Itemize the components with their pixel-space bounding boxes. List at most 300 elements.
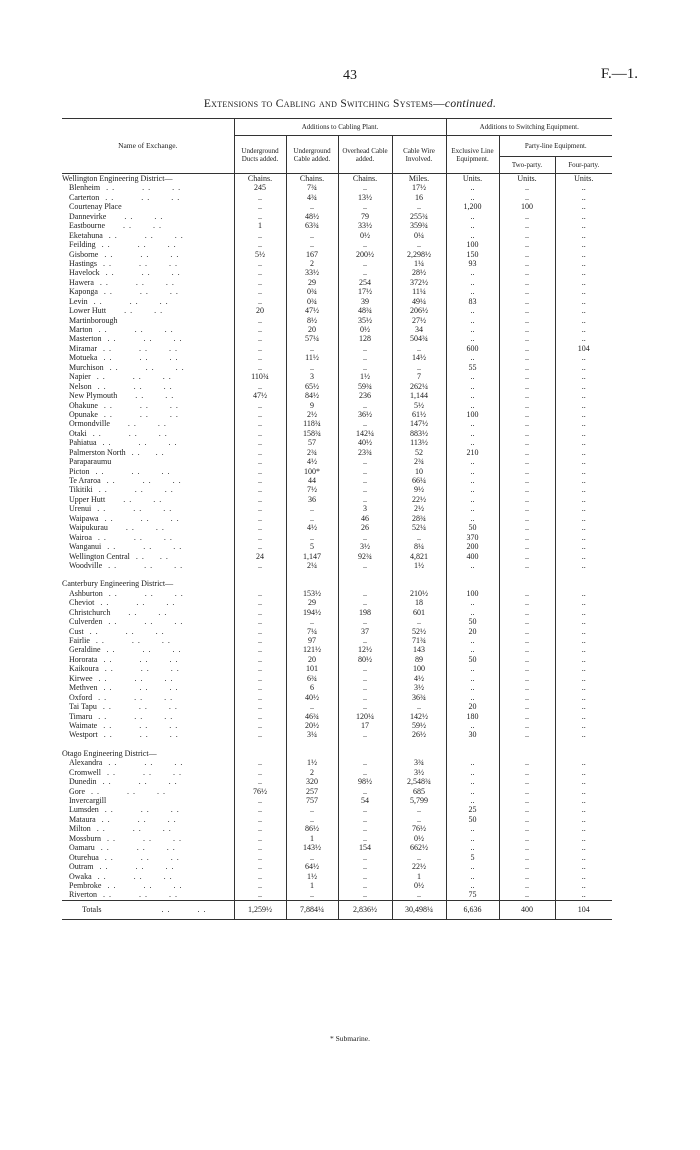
table-cell: 26 xyxy=(338,523,392,532)
table-row xyxy=(62,712,612,721)
table-cell: 22½ xyxy=(392,862,446,871)
leader-dots: .. .. .. xyxy=(98,249,183,259)
exchange-name: Mossburn .. .. .. xyxy=(69,833,186,843)
table-cell: .. xyxy=(555,824,612,833)
table-cell: 9 xyxy=(286,401,338,410)
leader-dots: .. .. .. xyxy=(97,890,181,900)
table-cell: .. xyxy=(446,325,499,334)
table-row xyxy=(62,664,612,673)
table-cell: .. xyxy=(499,758,555,767)
exchange-name: Oturehua .. .. .. xyxy=(69,852,183,862)
table-row xyxy=(62,815,612,824)
table-row xyxy=(62,542,612,551)
table-row xyxy=(62,363,612,372)
table-cell: .. xyxy=(338,702,392,711)
table-cell: .. xyxy=(446,485,499,494)
table-cell: .. xyxy=(499,627,555,636)
table-cell: 113½ xyxy=(392,438,446,447)
table-cell: .. xyxy=(234,533,286,542)
table-cell: .. xyxy=(499,815,555,824)
table-cell: 36½ xyxy=(338,410,392,419)
exchange-name: Oamaru .. .. .. xyxy=(69,843,179,853)
table-cell: 2 xyxy=(286,259,338,268)
exchange-name: Pahiatua .. .. .. xyxy=(69,438,181,448)
table-cell: .. xyxy=(555,890,612,900)
extensions-table xyxy=(62,118,612,920)
table-cell: 206½ xyxy=(392,306,446,315)
table-cell: .. xyxy=(555,504,612,513)
leader-dots: .. .. .. xyxy=(97,720,182,730)
table-row xyxy=(62,429,612,438)
table-cell: .. xyxy=(234,485,286,494)
table-row xyxy=(62,202,612,211)
leader-dots: .. .. .. xyxy=(90,824,175,834)
table-cell: 100* xyxy=(286,467,338,476)
table-cell: 320 xyxy=(286,777,338,786)
exchange-name: Gisborne .. .. .. xyxy=(69,249,183,259)
leader-dots: .. .. xyxy=(109,419,170,429)
table-cell: .. xyxy=(555,410,612,419)
table-cell: .. xyxy=(499,533,555,542)
leader-dots: .. .. .. xyxy=(97,654,182,664)
exchange-name: Riverton .. .. .. xyxy=(69,890,181,900)
table-cell: .. xyxy=(499,805,555,814)
table-cell: .. xyxy=(499,372,555,381)
table-cell: .. xyxy=(446,768,499,777)
leader-dots: .. .. .. xyxy=(100,476,185,485)
col-header-underground-ducts: Underground Ducts added. xyxy=(234,136,286,174)
table-cell: .. xyxy=(286,363,338,372)
table-cell: .. xyxy=(234,363,286,372)
table-cell: 2,298½ xyxy=(392,250,446,259)
table-cell: 370 xyxy=(446,533,499,542)
exchange-name: Wellington Engineering District— xyxy=(62,174,173,183)
table-cell: 12½ xyxy=(338,645,392,654)
table-cell: .. xyxy=(499,391,555,400)
table-cell: .. xyxy=(499,872,555,881)
table-cell xyxy=(234,579,286,588)
leader-dots: .. .. .. xyxy=(95,814,180,824)
table-cell: .. xyxy=(555,240,612,249)
table-cell: .. xyxy=(499,768,555,777)
table-cell: .. xyxy=(555,645,612,654)
table-row xyxy=(62,533,612,542)
table-cell: Units. xyxy=(555,174,612,184)
table-cell: .. xyxy=(446,504,499,513)
table-cell: .. xyxy=(338,881,392,890)
leader-dots: .. .. .. xyxy=(93,862,178,872)
exchange-name: Christchurch .. .. xyxy=(69,607,171,617)
table-cell: 7¾ xyxy=(286,183,338,192)
table-cell: .. xyxy=(555,542,612,551)
table-body xyxy=(62,174,612,920)
table-cell: 4¾ xyxy=(286,193,338,202)
table-cell: .. xyxy=(499,843,555,852)
exchange-name: Totals .. .. xyxy=(62,900,234,919)
table-cell: .. xyxy=(338,240,392,249)
table-cell: 0½ xyxy=(338,325,392,334)
table-cell: .. xyxy=(499,193,555,202)
table-cell: .. xyxy=(555,382,612,391)
table-cell: .. xyxy=(555,438,612,447)
exchange-name: Ormondville .. .. xyxy=(69,419,170,429)
table-row xyxy=(62,316,612,325)
leader-dots: .. .. .. xyxy=(102,230,187,240)
table-cell: .. xyxy=(555,608,612,617)
table-cell: 101 xyxy=(286,664,338,673)
table-cell: .. xyxy=(499,278,555,287)
table-row xyxy=(62,702,612,711)
table-cell: .. xyxy=(234,514,286,523)
table-cell xyxy=(234,749,286,758)
page-number: 43 xyxy=(343,68,357,83)
table-cell: 142¼ xyxy=(338,429,392,438)
table-cell: .. xyxy=(234,636,286,645)
table-cell: 17½ xyxy=(392,183,446,192)
leader-dots: .. .. .. xyxy=(92,325,177,334)
table-cell: .. xyxy=(234,872,286,881)
leader-dots: .. .. .. xyxy=(99,268,184,278)
table-cell: 662½ xyxy=(392,843,446,852)
table-cell: .. xyxy=(555,758,612,767)
table-cell: .. xyxy=(338,561,392,570)
table-cell: .. xyxy=(499,683,555,692)
spacer-row xyxy=(62,570,612,579)
leader-dots: .. .. .. xyxy=(97,258,181,268)
table-cell: .. xyxy=(338,815,392,824)
table-cell: 66¼ xyxy=(392,476,446,485)
table-cell: 30,498¼ xyxy=(392,900,446,919)
table-cell: .. xyxy=(555,316,612,325)
table-cell: .. xyxy=(234,325,286,334)
leader-dots: .. .. .. xyxy=(97,353,182,363)
table-cell: .. xyxy=(234,664,286,673)
table-cell: .. xyxy=(499,890,555,900)
table-cell: .. xyxy=(234,702,286,711)
table-cell: 47½ xyxy=(234,391,286,400)
table-cell: .. xyxy=(392,702,446,711)
table-cell: .. xyxy=(555,693,612,702)
table-cell: 20 xyxy=(446,627,499,636)
table-cell: .. xyxy=(499,645,555,654)
leader-dots: .. .. .. xyxy=(92,673,177,683)
table-cell: 18 xyxy=(392,598,446,607)
table-cell: 0¼ xyxy=(392,231,446,240)
table-cell: .. xyxy=(499,730,555,739)
table-row xyxy=(62,410,612,419)
table-cell: .. xyxy=(555,881,612,890)
table-row xyxy=(62,268,612,277)
table-cell: 10 xyxy=(392,467,446,476)
table-cell: 757 xyxy=(286,796,338,805)
table-cell: .. xyxy=(499,514,555,523)
table-cell: 35½ xyxy=(338,316,392,325)
spacer-row xyxy=(62,740,612,749)
table-cell: .. xyxy=(446,183,499,192)
table-row xyxy=(62,401,612,410)
table-cell: .. xyxy=(392,815,446,824)
table-cell: .. xyxy=(234,542,286,551)
table-cell: .. xyxy=(499,221,555,230)
table-cell: 600 xyxy=(446,344,499,353)
leader-dots: .. .. .. xyxy=(101,880,186,890)
table-cell: .. xyxy=(286,533,338,542)
leader-dots: .. .. xyxy=(129,551,172,561)
table-cell: .. xyxy=(555,193,612,202)
table-cell: .. xyxy=(499,824,555,833)
col-header-two-party: Two-party. xyxy=(499,157,555,174)
table-cell: 1 xyxy=(286,834,338,843)
table-cell: 4,821 xyxy=(392,552,446,561)
table-cell: .. xyxy=(338,617,392,626)
table-cell: .. xyxy=(499,429,555,438)
table-cell: .. xyxy=(338,183,392,192)
table-cell xyxy=(499,579,555,588)
table-cell: 52½ xyxy=(392,627,446,636)
table-cell: .. xyxy=(446,777,499,786)
table-cell: .. xyxy=(234,561,286,570)
table-cell: .. xyxy=(555,683,612,692)
table-cell: 4½ xyxy=(286,523,338,532)
table-cell: .. xyxy=(446,561,499,570)
exchange-name: Upper Hutt .. .. xyxy=(69,494,166,504)
exchange-name: Ashburton .. .. .. xyxy=(69,588,187,598)
table-cell: .. xyxy=(499,664,555,673)
table-cell: .. xyxy=(286,890,338,900)
table-cell: 198 xyxy=(338,608,392,617)
table-cell: .. xyxy=(338,495,392,504)
table-cell: .. xyxy=(499,287,555,296)
table-cell: .. xyxy=(234,523,286,532)
table-cell: 359¾ xyxy=(392,221,446,230)
exchange-name: Woodville .. .. .. xyxy=(69,560,187,570)
table-cell: .. xyxy=(234,768,286,777)
table-cell: .. xyxy=(234,598,286,607)
table-cell: 59½ xyxy=(392,721,446,730)
table-cell: .. xyxy=(234,287,286,296)
table-row xyxy=(62,457,612,466)
table-cell: 65½ xyxy=(286,382,338,391)
table-cell: .. xyxy=(446,693,499,702)
table-cell: 92¾ xyxy=(338,552,392,561)
leader-dots: .. .. .. xyxy=(101,833,186,843)
table-cell: 63¾ xyxy=(286,221,338,230)
table-cell: .. xyxy=(499,457,555,466)
exchange-name: Lumsden .. .. .. xyxy=(69,805,183,815)
table-cell xyxy=(338,579,392,588)
table-cell: 400 xyxy=(446,552,499,561)
leader-dots: .. .. .. xyxy=(94,598,179,608)
table-cell: .. xyxy=(499,485,555,494)
table-cell: .. xyxy=(286,853,338,862)
table-row xyxy=(62,552,612,561)
leader-dots: .. .. xyxy=(106,211,167,221)
exchange-name: Paraparaumu xyxy=(69,457,112,467)
table-cell: .. xyxy=(555,617,612,626)
table-cell: .. xyxy=(338,401,392,410)
col-group-switching: Additions to Switching Equipment. xyxy=(446,119,612,136)
table-row xyxy=(62,872,612,881)
table-cell: 601 xyxy=(392,608,446,617)
district-heading-row xyxy=(62,579,612,588)
table-cell: .. xyxy=(338,862,392,871)
table-cell: .. xyxy=(234,589,286,598)
exchange-name: Wairoa .. .. .. xyxy=(69,532,176,542)
table-cell: .. xyxy=(234,712,286,721)
table-cell: .. xyxy=(392,853,446,862)
table-cell: .. xyxy=(234,334,286,343)
leader-dots: .. .. xyxy=(117,391,178,401)
table-cell: 6¾ xyxy=(286,674,338,683)
table-cell: .. xyxy=(286,514,338,523)
table-cell: 6 xyxy=(286,683,338,692)
table-cell: .. xyxy=(555,514,612,523)
table-cell: 29 xyxy=(286,278,338,287)
table-cell: .. xyxy=(499,268,555,277)
table-cell: .. xyxy=(555,259,612,268)
table-cell: 5,799 xyxy=(392,796,446,805)
table-cell: 3 xyxy=(286,372,338,381)
col-header-overhead-cable: Overhead Cable added. xyxy=(338,136,392,174)
table-row xyxy=(62,344,612,353)
table-row xyxy=(62,824,612,833)
table-cell: .. xyxy=(338,419,392,428)
table-cell: .. xyxy=(555,721,612,730)
exchange-name: Opunake .. .. .. xyxy=(69,409,182,419)
table-cell: 24 xyxy=(234,552,286,561)
table-row xyxy=(62,805,612,814)
table-cell: 104 xyxy=(555,900,612,919)
table-cell: .. xyxy=(446,419,499,428)
table-cell: .. xyxy=(234,777,286,786)
table-cell: .. xyxy=(499,306,555,315)
table-row xyxy=(62,306,612,315)
exchange-name: Geraldine .. .. .. xyxy=(69,645,185,655)
table-cell: 36 xyxy=(286,495,338,504)
exchange-name: Tai Tapu .. .. .. xyxy=(69,702,181,712)
table-cell: .. xyxy=(446,457,499,466)
table-cell: .. xyxy=(286,504,338,513)
table-cell: .. xyxy=(392,533,446,542)
table-cell: .. xyxy=(234,655,286,664)
table-row xyxy=(62,278,612,287)
table-cell: 46 xyxy=(338,514,392,523)
table-row xyxy=(62,391,612,400)
table-cell: 20 xyxy=(446,702,499,711)
leader-dots: .. .. .. xyxy=(92,485,177,495)
table-cell: .. xyxy=(234,495,286,504)
leader-dots: .. .. .. xyxy=(89,636,174,645)
table-cell: 20 xyxy=(234,306,286,315)
table-cell: .. xyxy=(499,231,555,240)
table-row xyxy=(62,862,612,871)
exchange-name: Picton .. .. .. xyxy=(69,466,174,476)
table-cell: .. xyxy=(499,183,555,192)
table-cell: .. xyxy=(499,382,555,391)
table-cell: 23¾ xyxy=(338,448,392,457)
table-cell xyxy=(499,749,555,758)
exchange-name: Kaikoura .. .. .. xyxy=(69,664,183,674)
title-text: Extensions to Cabling and Switching Systems— xyxy=(203,98,445,110)
table-cell: .. xyxy=(338,730,392,739)
leader-dots: .. .. .. xyxy=(102,617,187,627)
table-cell: 30 xyxy=(446,730,499,739)
table-cell: .. xyxy=(555,202,612,211)
table-cell: 100 xyxy=(446,589,499,598)
exchange-name: Lower Hutt .. .. xyxy=(69,306,167,316)
table-cell: 49¼ xyxy=(392,297,446,306)
totals-row xyxy=(62,900,612,919)
table-cell xyxy=(392,749,446,758)
table-row xyxy=(62,834,612,843)
table-cell: 110¾ xyxy=(234,372,286,381)
table-cell: 57 xyxy=(286,438,338,447)
table-cell: 6,636 xyxy=(446,900,499,919)
table-cell: 100 xyxy=(499,202,555,211)
table-cell: 9½ xyxy=(392,485,446,494)
table-cell: 1 xyxy=(286,881,338,890)
exchange-name: Methven .. .. .. xyxy=(69,683,182,693)
table-cell: .. xyxy=(499,401,555,410)
table-cell: .. xyxy=(555,429,612,438)
footnote: * Submarine. xyxy=(330,1034,370,1043)
table-row xyxy=(62,221,612,230)
table-cell: .. xyxy=(234,645,286,654)
table-cell xyxy=(286,579,338,588)
table-cell: .. xyxy=(446,758,499,767)
exchange-name: Kaponga .. .. .. xyxy=(69,287,182,297)
table-row xyxy=(62,485,612,494)
table-cell: .. xyxy=(499,589,555,598)
leader-dots: .. .. .. xyxy=(91,871,176,881)
exchange-name: Gore .. .. .. xyxy=(69,786,169,796)
table-cell: .. xyxy=(555,853,612,862)
table-cell: .. xyxy=(499,504,555,513)
leader-dots: .. .. xyxy=(125,447,168,457)
table-row xyxy=(62,495,612,504)
table-cell: .. xyxy=(499,834,555,843)
exchange-name: Invercargill xyxy=(69,796,107,805)
leader-dots: .. .. .. xyxy=(94,843,179,853)
table-cell: 143½ xyxy=(286,843,338,852)
table-cell: 0½ xyxy=(338,231,392,240)
table-cell: .. xyxy=(234,410,286,419)
table-cell: 100 xyxy=(446,240,499,249)
table-row xyxy=(62,655,612,664)
table-cell: .. xyxy=(446,268,499,277)
table-cell: .. xyxy=(499,325,555,334)
table-cell: .. xyxy=(499,552,555,561)
exchange-name: Fairlie .. .. .. xyxy=(69,636,174,645)
table-cell: 1 xyxy=(392,872,446,881)
table-cell: 28¾ xyxy=(392,514,446,523)
table-cell: 20½ xyxy=(286,721,338,730)
table-cell: 4½ xyxy=(392,674,446,683)
table-cell: 17 xyxy=(338,721,392,730)
exchange-name: Tikitiki .. .. .. xyxy=(69,485,177,495)
table-cell: 504¾ xyxy=(392,334,446,343)
table-row xyxy=(62,758,612,767)
table-cell: 2,548¾ xyxy=(392,777,446,786)
table-cell: 26½ xyxy=(392,730,446,739)
exchange-name: Alexandra .. .. .. xyxy=(69,758,187,768)
table-cell: .. xyxy=(446,193,499,202)
table-row xyxy=(62,561,612,570)
exchange-name: Murchison .. .. .. xyxy=(69,362,188,372)
table-cell: 86½ xyxy=(286,824,338,833)
table-cell: .. xyxy=(234,193,286,202)
table-cell: .. xyxy=(234,457,286,466)
